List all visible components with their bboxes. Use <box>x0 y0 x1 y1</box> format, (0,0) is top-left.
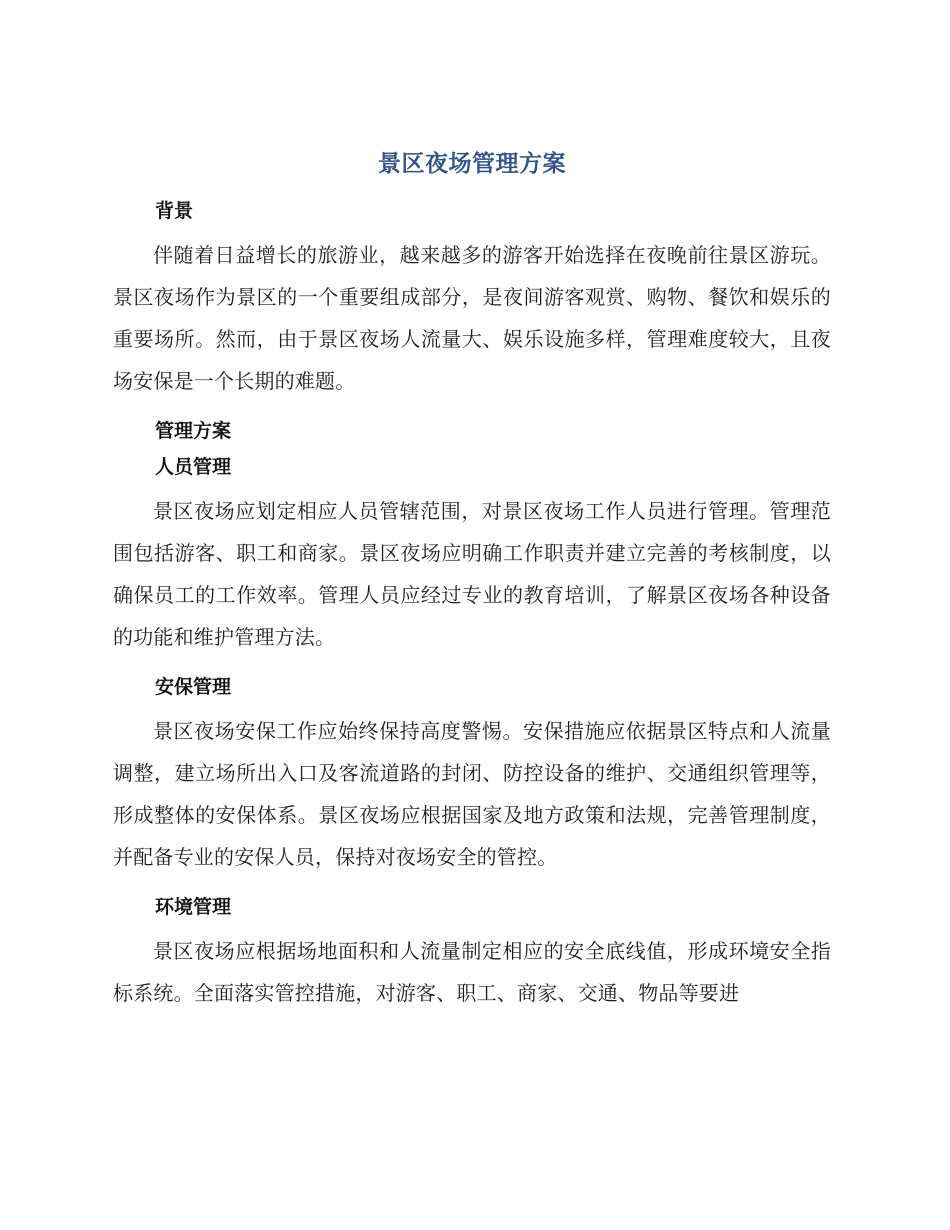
section-heading-environment: 环境管理 <box>155 896 232 918</box>
section-heading-personnel: 人员管理 <box>155 456 232 478</box>
document-body <box>113 142 831 1030</box>
paragraph-security: 景区夜场安保工作应始终保持高度警惕。安保措施应依据景区特点和人流量调整，建立场所出入口及客流道路的封闭、防控设备的维护、交通组织管理等，形成整体的安保体系。景区夜场应根据国家及地方政策和法规，完善管理制度，并配备专业的安保人员，保持对夜场安全的管控。 <box>113 719 831 869</box>
section-heading-security: 安保管理 <box>155 676 232 698</box>
paragraph-environment: 景区夜场应根据场地面积和人流量制定相应的安全底线值，形成环境安全指标系统。全面落实管控措施，对游客、职工、商家、交通、物品等要进 <box>113 939 831 1005</box>
document-title: 景区夜场管理方案 <box>378 151 566 177</box>
section-heading-background: 背景 <box>155 200 194 222</box>
paragraph-personnel: 景区夜场应划定相应人员管辖范围，对景区夜场工作人员进行管理。管理范围包括游客、职工和商家。景区夜场应明确工作职责并建立完善的考核制度，以确保员工的工作效率。管理人员应经过专业的教育培训，了解景区夜场各种设备的功能和维护管理方法。 <box>113 499 831 649</box>
section-heading-management-plan: 管理方案 <box>155 420 232 442</box>
paragraph-background: 伴随着日益增长的旅游业，越来越多的游客开始选择在夜晚前往景区游玩。景区夜场作为景区的一个重要组成部分，是夜间游客观赏、购物、餐饮和娱乐的重要场所。然而，由于景区夜场人流量大、娱乐设施多样，管理难度较大，且夜场安保是一个长期的难题。 <box>113 243 831 393</box>
